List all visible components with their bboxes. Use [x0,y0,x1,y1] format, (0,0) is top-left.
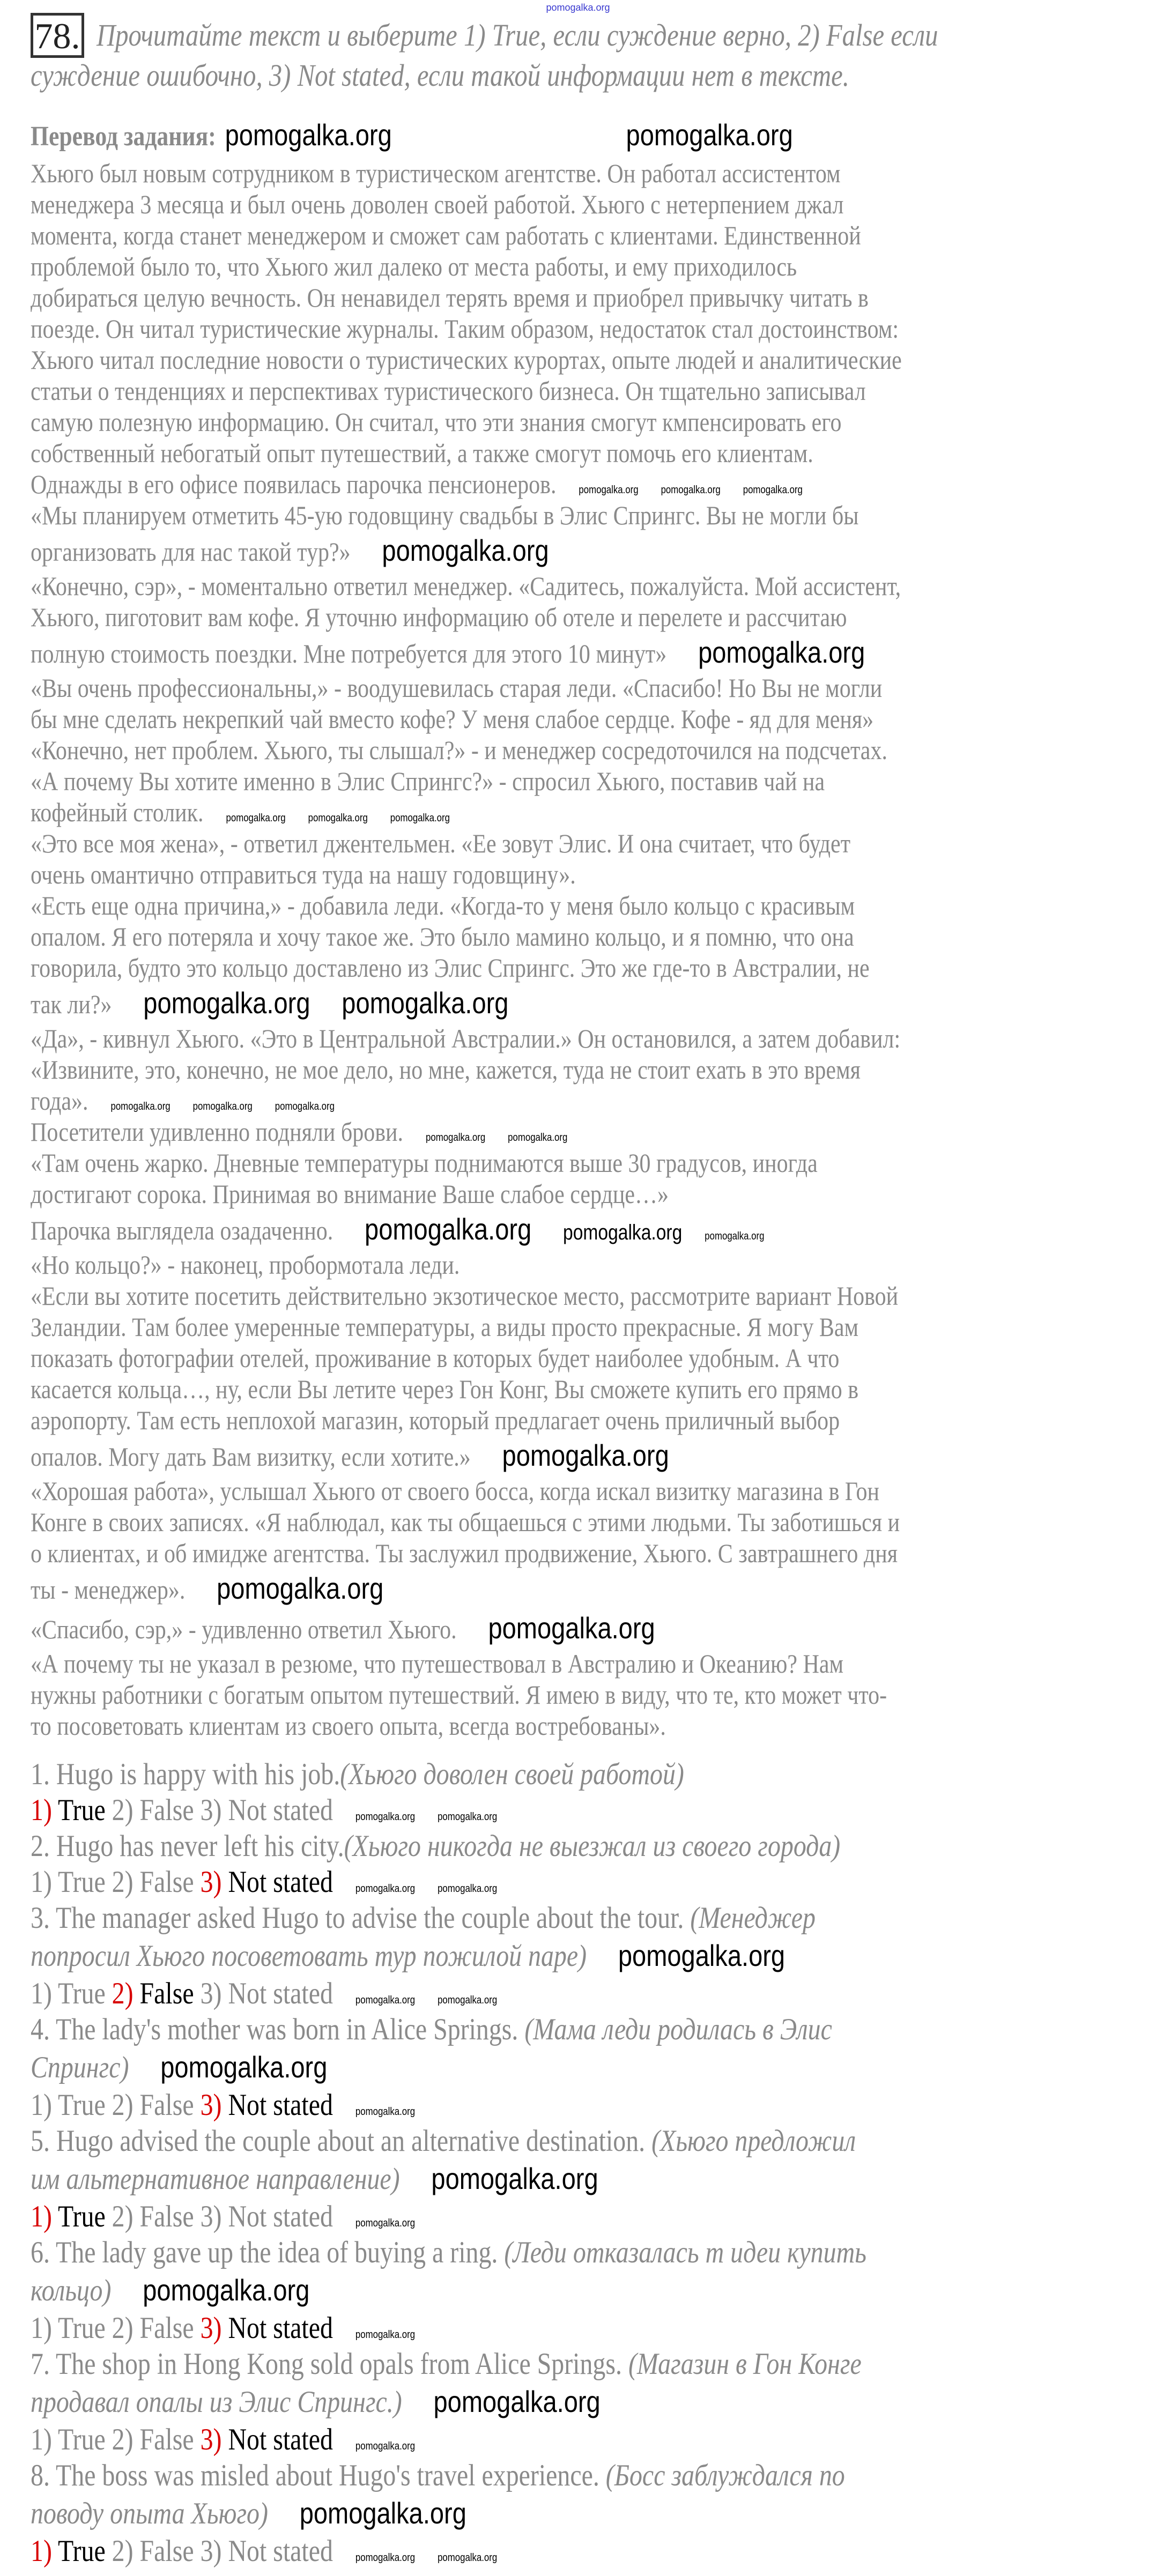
watermark: pomogalka.org [299,2496,466,2530]
text-line-content: Конге в своих записях. «Я наблюдал, как ты общаешься с этими людьми. Ты заботишься и [31,1507,900,1537]
text-line [31,1147,902,1178]
answer-options [31,1792,866,1828]
text-line [31,859,902,890]
question-translation: Спрингс) [31,2051,129,2084]
question-translation: (Хьюго доволен своей работой) [340,1757,684,1791]
text-line [31,1374,902,1405]
text-line [31,189,902,220]
question-line [31,2011,866,2047]
text-line [31,672,902,703]
question-text: 6. The lady gave up the idea of buying a ring. [31,2236,505,2269]
text-line-content: очень омантично отправиться туда на нашу годовщину». [31,859,576,889]
text-line-content: говорила, будто это кольцо доставлено из Элис Спрингс. Это же где-то в Австралии, не [31,953,870,983]
question-translation: (Босс заблуждался по [605,2459,845,2492]
text-line-content: так ли?» [31,989,112,1019]
question-translation: (Хьюго предложил [651,2124,856,2158]
watermark: pomogalka.org [355,1811,416,1823]
text-line [31,1506,902,1538]
text-line-content: проблемой было то, что Хьюго жил далеко от места работы, и ему приходилось [31,251,797,281]
text-line [31,313,902,344]
text-line [31,766,902,797]
option-number: 1) [31,2311,52,2345]
text-line-content: менеджера 3 месяца и был очень доволен своей работой. Хьюго с нетерпением джал [31,189,844,219]
text-line-content: самую полезную информацию. Он считал, что эти знания смогут кмпенсировать его [31,407,842,437]
option-number: 2) [112,1793,134,1827]
question-line [31,2270,866,2310]
text-line [31,1436,902,1475]
selected-option-number: 3) [200,2311,222,2345]
text-line-content: «Да», - кивнул Хьюго. «Это в Центральной Австралии.» Он остановился, а затем добавил: [31,1023,901,1053]
text-line [31,1538,902,1569]
translation-heading: Перевод задания: [31,121,216,152]
question-text: 4. The lady's mother was born in Alice Springs. [31,2013,525,2046]
watermark: pomogalka.org [365,1212,532,1246]
watermark: pomogalka.org [143,2273,310,2307]
option-label: Not stated [228,1977,333,2010]
watermark: pomogalka.org [698,635,865,669]
watermark: pomogalka.org [438,2552,498,2564]
text-line-content: нужны работники с богатым опытом путешествий. Я имею в виду, что те, кто может что- [31,1680,887,1710]
text-line-content: года». [31,1086,88,1116]
question-line [31,2047,866,2087]
text-line [31,1054,902,1085]
option-number: 3) [200,1977,222,2010]
text-line [31,375,902,406]
question-line [31,2123,866,2159]
text-line-content: показать фотографии отелей, проживание в которых будет наиболее удобным. А что [31,1343,840,1373]
text-line [31,797,902,828]
option-label: True [58,1865,106,1899]
selected-option-number: 3) [200,2088,222,2122]
text-line [31,921,902,952]
exercise-number: 78. [31,13,84,58]
text-line-content: аэропорту. Там есть неплохой магазин, который предлагает очень приличный выбор [31,1405,840,1435]
text-line [31,469,902,500]
watermark: pomogalka.org [661,484,721,496]
selected-option-number: 2) [112,1977,134,2010]
text-line [31,1608,902,1648]
text-line [31,1311,902,1342]
text-line [31,952,902,983]
text-line-content: то посоветовать клиентам из своего опыта, всегда востребованы». [31,1711,666,1741]
question-translation: (Менеджер [690,1901,816,1935]
option-label: False [139,1793,194,1827]
question-text: 1. Hugo is happy with his job. [31,1757,340,1791]
watermark: pomogalka.org [438,1811,498,1823]
text-line-content: Однажды в его офисе появилась парочка пенсионеров. [31,469,557,499]
text-line [31,1710,902,1741]
watermark: pomogalka.org [143,986,310,1020]
question-line [31,2493,866,2533]
text-line-content: кофейный столик. [31,797,204,827]
answer-options [31,2422,866,2458]
text-line-content: «Но кольцо?» - наконец, пробормотала леди. [31,1250,460,1280]
option-number: 1) [31,2423,52,2456]
selected-option-label: Not stated [228,2423,333,2456]
text-line [31,1679,902,1710]
text-line-content: «Если вы хотите посетить действительно экзотическое место, рассмотрите вариант Новой [31,1281,899,1311]
text-line-content: ты - менеджер». [31,1575,186,1605]
option-label: False [139,1865,194,1899]
option-label: Not stated [228,2534,333,2568]
text-line [31,406,902,437]
text-line-content: опалов. Могу дать Вам визитку, если хотите.» [31,1442,471,1472]
text-line [31,158,902,189]
translation-body [31,158,1068,1741]
selected-option-number: 1) [31,2200,52,2233]
question-line [31,1900,866,1936]
watermark: pomogalka.org [431,2162,598,2195]
selected-option-label: True [58,1793,106,1827]
watermark: pomogalka.org [355,1994,416,2006]
watermark: pomogalka.org [743,484,803,496]
watermark: pomogalka.org [382,533,549,567]
question-translation: (Леди отказалась т идеи купить [504,2236,866,2269]
text-line-content: организовать для нас такой тур?» [31,537,351,567]
text-line-content: Хьюго был новым сотрудником в туристическом агентстве. Он работал ассистентом [31,158,841,188]
question-translation: попросил Хьюго посоветовать тур пожилой паре) [31,1939,587,1973]
text-line [31,890,902,921]
question-translation: (Мама леди родилась в Элис [524,2013,832,2046]
text-line [31,703,902,734]
text-line-content: полную стоимость поездки. Мне потребуется для этого 10 минут» [31,639,667,669]
text-line-content: опалом. Я его потеряла и хочу такое же. Это было мамино кольцо, и я помню, что она [31,922,854,952]
option-label: True [58,2088,106,2122]
text-line [31,220,902,251]
text-line [31,570,902,602]
option-number: 3) [200,1793,222,1827]
text-line [31,437,902,469]
watermark: pomogalka.org [192,1101,253,1112]
option-label: False [139,2200,194,2233]
selected-option-number: 3) [200,2423,222,2456]
question-line [31,2159,866,2199]
text-line-content: Парочка выглядела озадаченно. [31,1215,334,1245]
selected-option-label: False [139,1977,194,2010]
text-line [31,1280,902,1311]
text-line-content: «Это все моя жена», - ответил джентельмен. «Ее зовут Элис. И она считает, что будет [31,828,851,858]
question-text: 2. Hugo has never left his city. [31,1829,344,1863]
text-line-content: Посетители удивленно подняли брови. [31,1117,404,1147]
option-number: 1) [31,2088,52,2122]
option-number: 3) [200,2534,222,2568]
text-line [31,1648,902,1679]
translation-heading-line [31,115,793,155]
option-label: Not stated [228,2200,333,2233]
watermark: pomogalka.org [355,2552,416,2564]
option-number: 2) [112,2088,134,2122]
question-text: 5. Hugo advised the couple about an alternative destination. [31,2124,652,2158]
watermark: pomogalka.org [355,2217,416,2229]
instruction-line: суждение ошибочно, 3) Not stated, если такой информации нет в тексте. [31,58,849,93]
question-translation: кольцо) [31,2274,112,2307]
top-watermark: pomogalka.org [546,2,610,13]
watermark: pomogalka.org [433,2385,601,2418]
text-line [31,633,902,672]
question-line [31,2234,866,2270]
text-line-content: добираться целую вечность. Он ненавидел терять время и приобрел привычку читать в [31,283,869,313]
text-line [31,602,902,633]
option-number: 1) [31,1865,52,1899]
option-label: True [58,1977,106,2010]
selected-option-label: True [58,2534,106,2568]
text-line-content: о клиентах, и об имидже агентства. Ты заслужил продвижение, Хьюго. С завтрашнего дня [31,1538,898,1568]
text-line-content: «Конечно, сэр», - моментально ответил менеджер. «Садитесь, пожалуйста. Мой ассистент, [31,571,901,601]
option-number: 2) [112,2200,134,2233]
answer-options [31,2199,866,2234]
option-label: False [139,2423,194,2456]
question-line [31,1936,866,1976]
selected-option-number: 1) [31,1793,52,1827]
text-line-content: статьи о тенденциях и перспективах туристического бизнеса. Он тщательно записывал [31,376,866,406]
option-label: False [139,2534,194,2568]
selected-option-label: Not stated [228,2088,333,2122]
watermark: pomogalka.org [508,1132,568,1144]
text-line-content: «Спасибо, сэр,» - удивленно ответил Хьюго. [31,1614,457,1644]
question-line [31,1756,866,1792]
watermark: pomogalka.org [618,1939,786,1972]
watermark: pomogalka.org [355,2440,416,2452]
watermark: pomogalka.org [705,1230,765,1242]
text-line [31,1405,902,1436]
text-line-content: бы мне сделать некрепкий чай вместо кофе? У меня слабое сердце. Кофе - яд для меня» [31,704,874,734]
text-line [31,1085,902,1116]
watermark: pomogalka.org [488,1611,655,1645]
text-line-content: «Там очень жарко. Дневные температуры поднимаются выше 30 градусов, иногда [31,1148,818,1178]
text-line [31,531,902,570]
watermark: pomogalka.org [225,118,392,152]
watermark: pomogalka.org [563,1221,683,1244]
watermark: pomogalka.org [355,2106,416,2118]
option-label: False [139,2311,194,2345]
text-line-content: собственный небогатый опыт путешествий, а также смогут помочь его клиентам. [31,438,813,468]
watermark: pomogalka.org [275,1101,335,1112]
watermark: pomogalka.org [502,1438,669,1472]
watermark: pomogalka.org [355,2329,416,2341]
watermark: pomogalka.org [160,2050,328,2084]
option-number: 2) [112,2423,134,2456]
text-line-content: «А почему Вы хотите именно в Элис Спрингс?» - спросил Хьюго, поставив чай на [31,766,825,796]
text-line [31,251,902,282]
watermark: pomogalka.org [226,812,286,824]
option-number: 1) [31,1977,52,2010]
text-line [31,500,902,531]
text-line [31,983,902,1023]
watermark: pomogalka.org [626,118,793,152]
text-line [31,282,902,313]
text-line-content: «А почему ты не указал в резюме, что путешествовал в Австралию и Океанию? Нам [31,1649,844,1679]
question-line [31,2346,866,2382]
answer-options [31,1864,866,1900]
selected-option-number: 1) [31,2534,52,2568]
text-line-content: Хьюго читал последние новости о туристических курортах, опыте людей и аналитические [31,345,902,375]
option-label: Not stated [228,1793,333,1827]
text-line-content: «Мы планируем отметить 45-ую годовщину свадьбы в Элис Спрингс. Вы не могли бы [31,500,859,530]
watermark: pomogalka.org [438,1883,498,1895]
option-number: 2) [112,1865,134,1899]
text-line [31,1569,902,1608]
watermark: pomogalka.org [308,812,368,824]
text-line-content: «Есть еще одна причина,» - добавила леди. «Когда-то у меня было кольцо с красивым [31,890,855,920]
watermark: pomogalka.org [426,1132,486,1144]
text-line-content: «Хорошая работа», услышал Хьюго от своего босса, когда искал визитку магазина в Гон [31,1476,880,1506]
text-line [31,1342,902,1374]
option-number: 3) [200,2200,222,2233]
selected-option-label: Not stated [228,1865,333,1899]
text-line [31,734,902,766]
question-translation: (Магазин в Гон Конге [628,2347,862,2381]
text-line-content: Хьюго, пиготовит вам кофе. Я уточню информацию об отеле и перелете и рассчитаю [31,602,847,632]
text-line-content: Зеландии. Там более умеренные температуры, а виды просто прекрасные. Я могу Вам [31,1312,859,1342]
question-translation: продавал опалы из Элис Спрингс.) [31,2385,402,2419]
text-line [31,1475,902,1506]
watermark: pomogalka.org [110,1101,171,1112]
selected-option-label: True [58,2200,106,2233]
question-line [31,1828,866,1864]
question-translation: поводу опыта Хьюго) [31,2497,268,2530]
instruction-line: Прочитайте текст и выберите 1) True, если суждение верно, 2) False если [97,18,938,53]
text-line-content: достигают сорока. Принимая во внимание Ваше слабое сердце…» [31,1179,669,1209]
question-translation: им альтернативное направление) [31,2162,400,2196]
option-label: True [58,2311,106,2345]
text-line [31,344,902,375]
watermark: pomogalka.org [355,1883,416,1895]
text-line-content: касается кольца…, ну, если Вы летите через Гон Конг, Вы сможете купить его прямо в [31,1374,859,1404]
question-text: 3. The manager asked Hugo to advise the couple about the tour. [31,1901,691,1935]
question-line [31,2382,866,2422]
text-line-content: поезде. Он читал туристические журналы. Таким образом, недостаток стал достоинством: [31,314,899,344]
text-line-content: «Конечно, нет проблем. Хьюго, ты слышал?» - и менеджер сосредоточился на подсчетах. [31,735,887,765]
answer-options [31,2310,866,2346]
answer-options [31,2087,866,2123]
text-line-content: «Извините, это, конечно, не мое дело, но мне, кажется, туда не стоит ехать в это время [31,1055,861,1085]
text-line-content: момента, когда станет менеджером и сможет сам работать с клиентами. Единственной [31,220,861,250]
selected-option-label: Not stated [228,2311,333,2345]
answer-options [31,2533,866,2569]
text-line-content: «Вы очень профессиональны,» - воодушевилась старая леди. «Спасибо! Но Вы не могли [31,673,883,703]
selected-option-number: 3) [200,1865,222,1899]
watermark: pomogalka.org [217,1571,384,1605]
question-translation: (Хьюго никогда не выезжал из своего города) [344,1829,841,1863]
question-text: 8. The boss was misled about Hugo's travel experience. [31,2459,606,2492]
option-label: True [58,2423,106,2456]
watermark: pomogalka.org [390,812,450,824]
questions-list [31,1756,1026,2569]
answer-options [31,1976,866,2011]
question-text: 7. The shop in Hong Kong sold opals from Alice Springs. [31,2347,628,2381]
text-line [31,1116,902,1147]
option-label: False [139,2088,194,2122]
watermark: pomogalka.org [579,484,639,496]
watermark: pomogalka.org [438,1994,498,2006]
option-number: 2) [112,2534,134,2568]
text-line [31,1178,902,1209]
question-line [31,2458,866,2493]
text-line [31,1209,902,1249]
watermark: pomogalka.org [342,986,509,1020]
text-line [31,1249,902,1280]
option-number: 2) [112,2311,134,2345]
text-line [31,828,902,859]
text-line [31,1023,902,1054]
